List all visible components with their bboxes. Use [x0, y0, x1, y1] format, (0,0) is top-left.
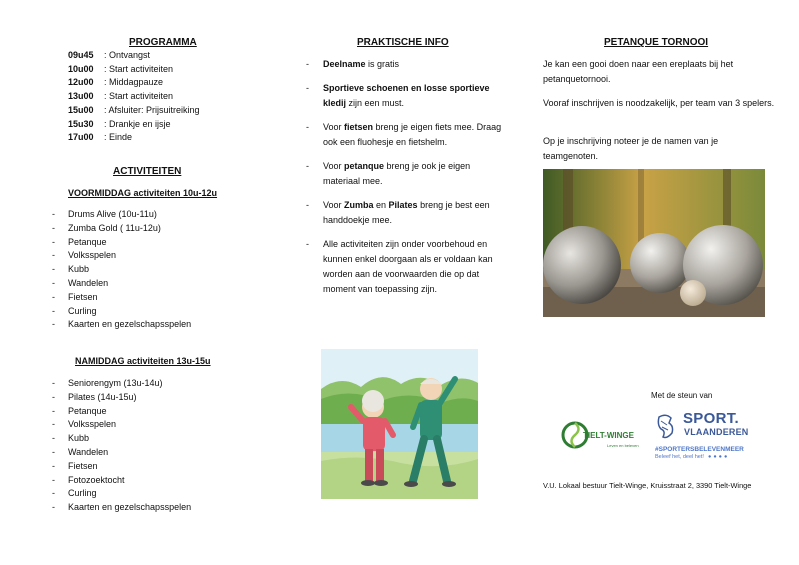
list-item: - Volksspelen — [52, 250, 117, 261]
namiddag-title: NAMIDDAG activiteiten 13u-15u — [75, 356, 211, 366]
list-item: - Kubb — [52, 433, 90, 444]
schedule-row: 12u00 : Middagpauze — [68, 77, 164, 88]
voormiddag-list — [52, 208, 191, 332]
schedule-row: 17u00 : Einde — [68, 132, 133, 143]
namiddag-list — [52, 377, 191, 515]
petanque-paragraph-2: Vooraf inschrijven is noodzakelijk, per team van 3 spelers. — [543, 98, 775, 108]
programma-title: PROGRAMMA — [129, 37, 197, 48]
support-label: Met de steun van — [651, 391, 713, 400]
list-item: - Curling — [52, 488, 97, 499]
hashtag: #SPORTERSBELEVENMEER — [655, 446, 744, 453]
list-item: - Voor fietsen breng je eigen fiets mee. Draag ook een fluohesje en fietshelm. — [306, 122, 502, 147]
list-item: - Fietsen — [52, 460, 98, 471]
list-item: - Curling — [52, 305, 97, 316]
petanque-balls-photo — [543, 169, 765, 317]
publisher-line: V.U. Lokaal bestuur Tielt-Winge, Kruisstraat 2, 3390 Tielt-Winge — [543, 481, 752, 490]
tielt-winge-tagline: Leven en beleven — [607, 443, 639, 448]
tielt-winge-name: TIELT-WINGE — [583, 431, 634, 440]
schedule-row: 09u45 : Ontvangst — [68, 50, 151, 60]
voormiddag-title: VOORMIDDAG activiteiten 10u-12u — [68, 188, 218, 198]
list-item: - Petanque — [52, 405, 107, 416]
social-icons: ●●●● — [708, 454, 730, 460]
list-item: - Wandelen — [52, 446, 109, 457]
list-item: - Kubb — [52, 264, 90, 275]
activiteiten-title: ACTIVITEITEN — [113, 166, 182, 177]
list-item: - Drums Alive (10u-11u) — [52, 209, 157, 219]
list-item: - Zumba Gold ( 11u-12u) — [52, 222, 161, 233]
vlaanderen-label: VLAANDEREN — [684, 427, 749, 437]
schedule-row: 13u00 : Start activiteiten — [68, 91, 174, 102]
flemish-lion-icon — [655, 413, 677, 443]
list-item: - Volksspelen — [52, 419, 117, 430]
seniors-exercise-image — [321, 349, 478, 499]
list-item: - Voor Zumba en Pilates breng je best een handdoekje mee. — [306, 200, 490, 225]
praktische-info-title: PRAKTISCHE INFO — [357, 37, 449, 48]
list-item: - Kaarten en gezelschapsspelen — [52, 502, 192, 513]
list-item: - Sportieve schoenen en losse sportieve kledij zijn een must. — [306, 83, 490, 108]
sport-vlaanderen-logo — [655, 410, 765, 466]
list-item: - Fietsen — [52, 291, 98, 302]
schedule-row: 15u00 : Afsluiter: Prijsuitreiking — [68, 104, 200, 115]
petanque-paragraph-3: Op je inschrijving noteer je de namen van je teamgenoten. — [543, 136, 719, 161]
list-item: - Petanque — [52, 236, 107, 247]
list-item: - Alle activiteiten zijn onder voorbehoud en kunnen enkel doorgaan als er voldaan kan worden aan de voorwaarden die op dat moment van toepassing zijn. — [306, 239, 493, 294]
list-item: - Pilates (14u-15u) — [52, 391, 137, 402]
schedule-row: 15u30 : Drankje en ijsje — [68, 118, 171, 129]
practical-info-list — [306, 57, 506, 306]
list-item: - Voor petanque breng je ook je eigen materiaal mee. — [306, 161, 471, 186]
sport-label: SPORT. — [683, 410, 739, 427]
list-item: - Seniorengym (13u-14u) — [52, 378, 163, 388]
petanque-tornooi-title: PETANQUE TORNOOI — [604, 37, 709, 48]
list-item: - Deelname is gratis — [306, 59, 400, 69]
list-item: - Kaarten en gezelschapsspelen — [52, 319, 192, 330]
slogan: Beleef het, deel het! — [655, 454, 704, 460]
petanque-paragraph-1: Je kan een gooi doen naar een ereplaats bij het petanquetornooi. — [543, 59, 734, 84]
list-item: - Wandelen — [52, 277, 109, 288]
schedule-row: 10u00 : Start activiteiten — [68, 63, 174, 74]
list-item: - Fotozoektocht — [52, 474, 125, 485]
schedule — [68, 49, 200, 145]
